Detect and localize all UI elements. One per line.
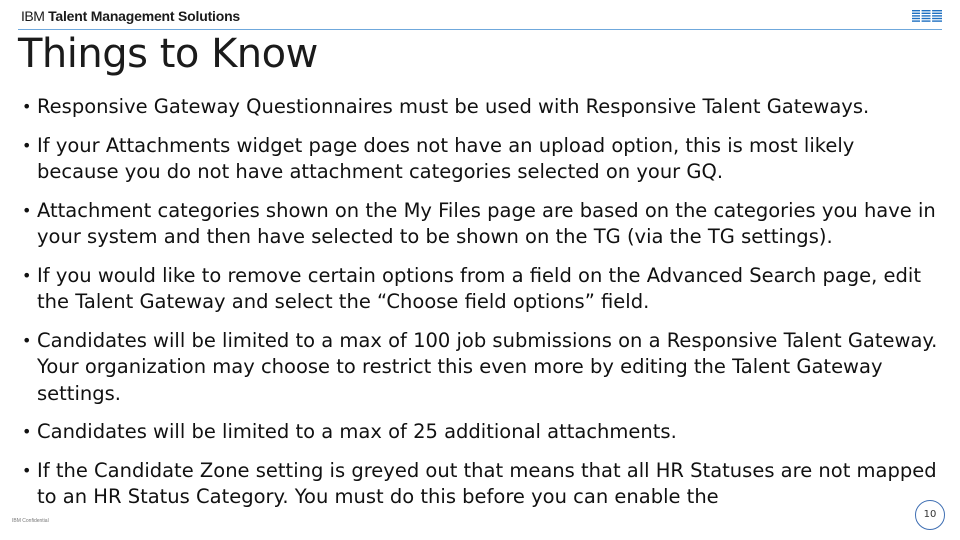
- slide-title: Things to Know: [18, 31, 318, 77]
- bullet-list: [22, 94, 942, 523]
- brand-title: Talent Management Solutions: [48, 8, 241, 24]
- page-number: 10: [915, 500, 945, 530]
- brand-header: [21, 8, 240, 24]
- bullet-item: • If your Attachments widget page does not have an upload option, this is most likely because you do not have attachment categories selected on your GQ.: [22, 133, 942, 186]
- bullet-item: • Responsive Gateway Questionnaires must be used with Responsive Talent Gateways.: [22, 94, 942, 121]
- bullet-item: • Attachment categories shown on the My Files page are based on the categories you have in your system and then have selected to be shown on the TG (via the TG settings).: [22, 198, 942, 251]
- bullet-item: • Candidates will be limited to a max of 100 job submissions on a Responsive Talent Gateway. Your organization may choose to restrict this even more by editing the Talent Gateway settings.: [22, 328, 942, 408]
- bullet-item: • Candidates will be limited to a max of 25 additional attachments.: [22, 419, 942, 446]
- bullet-item: • If the Candidate Zone setting is greyed out that means that all HR Statuses are not mapped to an HR Status Category. You must do this before you can enable the: [22, 458, 942, 511]
- header-divider: [18, 29, 942, 30]
- bullet-item: • If you would like to remove certain options from a field on the Advanced Search page, edit the Talent Gateway and select the “Choose field options” field.: [22, 263, 942, 316]
- ibm-wordmark: IBM: [21, 8, 45, 24]
- confidential-label: IBM Confidential: [12, 518, 49, 524]
- ibm-logo-icon: [912, 10, 942, 22]
